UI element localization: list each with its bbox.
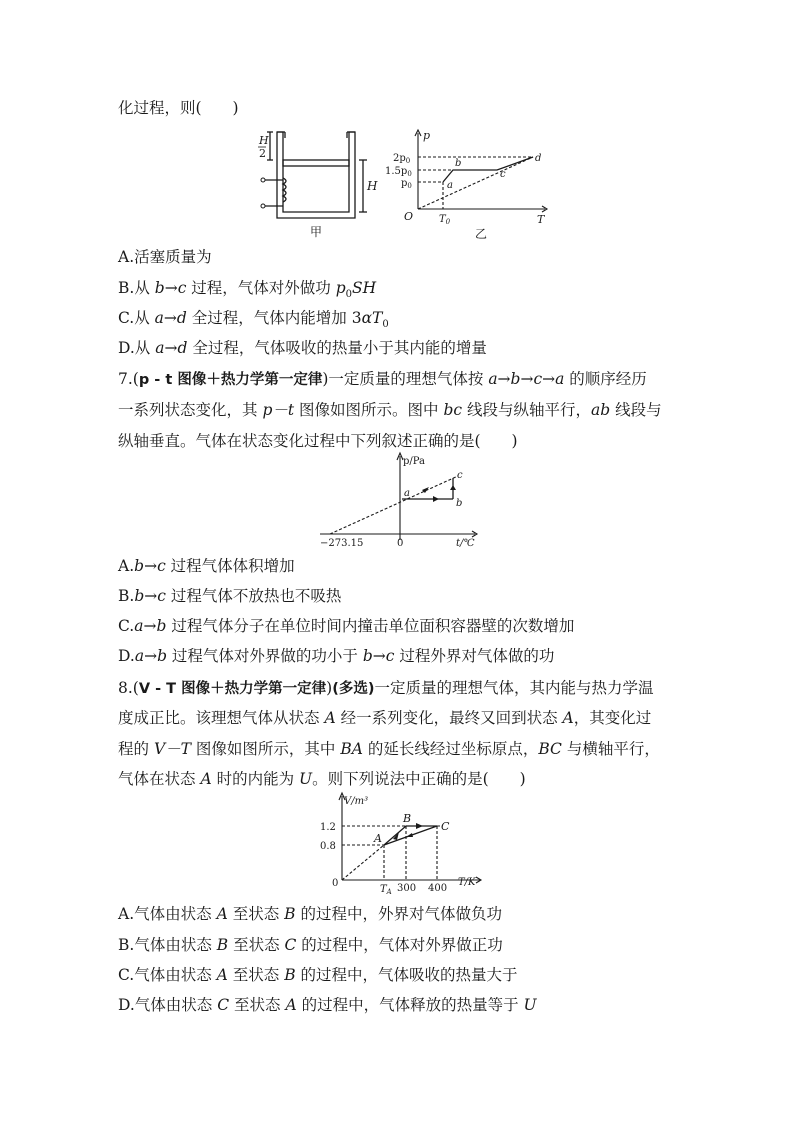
q8-tick-400: 400 (428, 883, 448, 894)
q8-tag: V - T 图像＋热力学第一定律 (138, 681, 327, 697)
q7-stem-line1: 7.(p - t 图像＋热力学第一定律)一定质量的理想气体按 a→b→c→a 的顺序经历 (118, 370, 647, 388)
q7-stem-line2: 一系列状态变化，其 p－t 图像如图所示。图中 bc 线段与纵轴平行，ab 线段与 (118, 401, 662, 419)
yi-label-c: c (500, 169, 506, 180)
svg-text:TA: $T_A$ (380, 884, 392, 896)
q7-option-a: A.b→c 过程气体体积增加 (118, 557, 295, 575)
q6-option-d: D.从 a→d 全过程，气体吸收的热量小于其内能的增量 (118, 339, 487, 357)
q8-stem-line1: 8.(V - T 图像＋热力学第一定律)(多选)一定质量的理想气体，其内能与热力学温 (118, 679, 654, 697)
q6-option-a: A.活塞质量为 (118, 248, 212, 266)
svg-text:2p0: $2p_0$ (393, 153, 411, 165)
q8-axis-V: V/m³ (344, 796, 369, 807)
q8-label-C: C (441, 820, 450, 833)
q8-origin: 0 (332, 878, 339, 889)
q8-option-c: C.气体由状态 A 至状态 B 的过程中，气体吸收的热量大于 (118, 966, 518, 984)
q8-tick-12: 1.2 (320, 822, 336, 833)
q8-stem-line4: 气体在状态 A 时的内能为 U。则下列说法中正确的是( ) (118, 770, 526, 788)
jia-H-label: H (367, 179, 378, 193)
yi-tick-2p0: 2p (393, 153, 406, 164)
q8-stem-line2: 度成正比。该理想气体从状态 A 经一系列变化，最终又回到状态 A，其变化过 (118, 709, 652, 727)
svg-text:p0: $p_0$ (401, 178, 412, 190)
q7-label-c: c (457, 470, 463, 481)
yi-tick-T0: T (439, 214, 446, 225)
q8-label-A: A (374, 832, 382, 845)
q7-tag: p - t 图像＋热力学第一定律 (138, 372, 323, 388)
q6-figure-jia (255, 128, 395, 238)
q8-axis-T: T/K (458, 877, 476, 888)
q8-stem-line3: 程的 V－T 图像如图所示，其中 BA 的延长线经过坐标原点，BC 与横轴平行， (118, 740, 660, 758)
q6-figure-yi (385, 127, 545, 242)
yi-tick-15p0: 1.5p (385, 166, 408, 177)
q7-option-b: B.b→c 过程气体不放热也不吸热 (118, 587, 342, 605)
yi-axis-T: T (537, 213, 545, 226)
q7-axis-p: p/Pa (403, 456, 426, 467)
q8-figure (320, 790, 490, 900)
q7-stem-line3: 纵轴垂直。气体在状态变化过程中下列叙述正确的是( ) (118, 432, 518, 450)
yi-caption: 乙 (475, 227, 488, 241)
yi-label-b: b (455, 158, 462, 169)
q8-tick-08: 0.8 (320, 841, 336, 852)
jia-H2-bottom: 2 (259, 147, 266, 160)
q7-origin: 0 (397, 538, 404, 549)
q8-option-a: A.气体由状态 A 至状态 B 的过程中，外界对气体做负功 (118, 905, 502, 923)
yi-axis-p: p (423, 129, 431, 142)
svg-text:T0: $T_0$ (439, 214, 451, 226)
yi-label-a: a (447, 180, 453, 191)
q7-label-b: b (456, 498, 463, 509)
q7-tick-neg: −273.15 (320, 538, 364, 549)
q8-tick-300: 300 (397, 883, 417, 894)
q7-option-c: C.a→b 过程气体分子在单位时间内撞击单位面积容器壁的次数增加 (118, 617, 575, 635)
jia-caption: 甲 (310, 225, 323, 239)
q8-option-b: B.气体由状态 B 至状态 C 的过程中，气体对外界做正功 (118, 936, 503, 954)
q6-option-c: C.从 a→d 全过程，气体内能增加 $3\alpha T_0$ (118, 309, 389, 331)
q8-tick-TA: T (380, 884, 387, 895)
q7-option-d: D.a→b 过程气体对外界做的功小于 b→c 过程外界对气体做的功 (118, 647, 555, 665)
q7-axis-t: t/℃ (456, 538, 475, 549)
svg-text:1.5p0: $1.5p_0$ (385, 166, 412, 178)
yi-origin: O (404, 210, 414, 223)
q8-option-d: D.气体由状态 C 至状态 A 的过程中，气体释放的热量等于 U (118, 996, 537, 1014)
q7-label-a: a (404, 488, 410, 499)
q8-label-B: B (403, 812, 412, 825)
q6-stem-tail: 化过程，则( ) (118, 99, 239, 117)
yi-tick-p0: p (401, 178, 408, 189)
yi-label-d: d (535, 153, 542, 164)
q7-figure (320, 450, 480, 550)
jia-H2-top: H (259, 134, 269, 147)
q6-option-b: B.从 b→c 过程，气体对外做功 $p_0SH$ (118, 279, 377, 301)
